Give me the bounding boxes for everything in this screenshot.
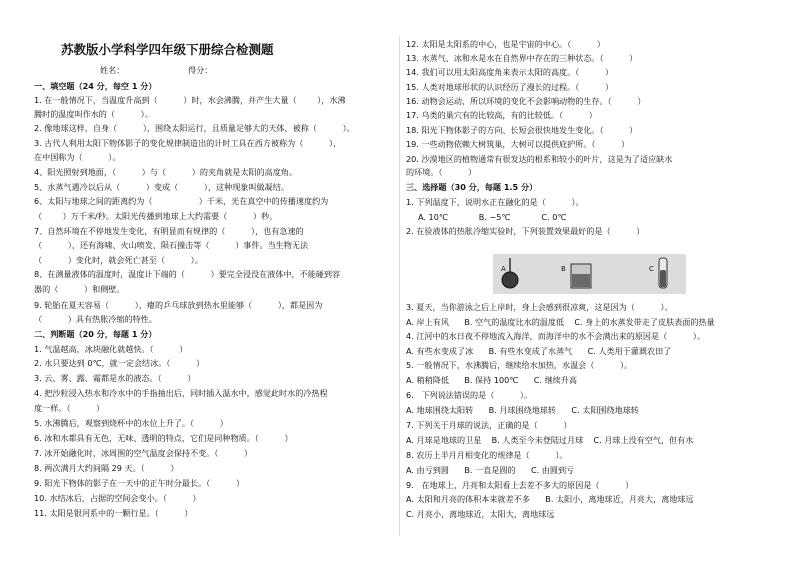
judge-question-line: 11. 太阳是银河系中的一颗行星。（ ）	[34, 508, 193, 518]
choice-options-line: C. 月亮小，离地球近，太阳大，离地球远	[406, 509, 555, 519]
judge-question-line: 20. 沙漠地区的植物通常有很发达的根系和较小的叶片，这是为了适应缺水	[406, 154, 673, 164]
fill-question-line: 6、太阳与地球之间的距离约为（ ）千米，光在真空中的传播速度约为	[34, 196, 329, 206]
judge-question-line: 14. 我们可以用太阳高度角来表示太阳的高度。（ ）	[406, 67, 614, 77]
judge-question-line: 19. 一些动物依赖大树筑巢，大树可以提供庇护所。（ ）	[406, 139, 630, 149]
judge-question-line: 9. 阳光下物体的影子在一天中的正午时分最长。（ ）	[34, 478, 245, 488]
name-label: 姓名：	[100, 65, 125, 75]
judge-question-line: 17. 乌类的巢穴有的比较高，有的比较低。（ ）	[406, 110, 597, 120]
judge-question-line: 5. 水沸腾后，观察到烧杯中的水位上升了。（ ）	[34, 418, 228, 428]
score-label: 得分：	[188, 65, 213, 75]
judge-question-line: 15. 人类对地球形状的认识经历了漫长的过程。（ ）	[406, 82, 614, 92]
choice-options-line: A. 10℃ B. −5℃ C. 0℃	[418, 212, 567, 222]
choice-options-line: A. 稍稍降低 B. 保持 100℃ C. 继续升高	[406, 375, 577, 385]
section-choice-title: 三、选择题（30 分，每题 1.5 分）	[406, 182, 538, 192]
fill-question-line: 5、水蒸气遇冷以后从（ ）变成（ ），这种现象叫做凝结。	[34, 182, 289, 192]
fill-question-line: 4、阳光照射到地面，（ ）与（ ）的夹角就是太阳的高度角。	[34, 167, 297, 177]
fill-question-line: 1. 在一般情况下，当温度升高到（ ）时，水会沸腾，并产生大量（ ），水沸	[34, 95, 346, 105]
judge-question-line: 度一样。（ ）	[34, 403, 105, 413]
fill-question-line: 在中国称为（ ）。	[34, 152, 121, 162]
fill-question-line: （ ），还有海啸、火山喷发、陨石撞击等（ ）事件。当生物无法	[34, 240, 309, 250]
section-judge-title: 二、判断题（20 分，每题 1 分）	[34, 329, 157, 339]
choice-question-line: 3. 夏天，当你游泳之后上岸时，身上会感到很凉爽，这是因为（ ）。	[406, 302, 673, 312]
choice-question-line: 9. 在地球上，月亮和太阳看上去差不多大的原因是（ ）	[406, 480, 634, 490]
choice-question-line: 2. 在验液体的热胀冷缩实验时，下列装置效果最好的是（ ）	[406, 226, 645, 236]
judge-question-line: 的环境。（ ）	[406, 167, 477, 177]
figure-label-b: B	[561, 265, 566, 273]
choice-question-line: 6. 下列说法错误的是（ ）。	[406, 390, 533, 400]
choice-options-line: A. 太阳和月亮的体积本来就差不多 B. 太阳小，离地球近，月亮大，离地球远	[406, 494, 694, 504]
figure-label-a: A	[501, 265, 506, 273]
choice-question-line: 4. 江河中的水日夜不停地流入海洋，而海洋中的水不会满出来的原因是（ ）。	[406, 331, 706, 341]
judge-question-line: 7. 冰开始融化时，冰周围的空气温度会保持不变。（ ）	[34, 448, 253, 458]
column-divider	[399, 36, 400, 536]
judge-question-line: 12. 太阳是太阳系的中心，也是宇宙的中心。（ ）	[406, 39, 605, 49]
fill-question-line: （ ）变化时，就会死亡甚至（ ）。	[34, 255, 203, 265]
judge-question-line: 6. 冰和水都具有无色，无味、透明的特点，它们是同种物质。（ ）	[34, 433, 293, 443]
choice-question-line: 5. 一般情况下，水沸腾后，继续给水加热，水温会（ ）。	[406, 360, 633, 370]
judge-question-line: 1. 气温越高，冰块融化就越快。（ ）	[34, 344, 188, 354]
judge-question-line: 2. 水只要达到 0℃，就一定会结冰。（ ）	[34, 358, 205, 368]
choice-options-line: A. 岸上有风 B. 空气的温度比水的温度低 C. 身上的水蒸发带走了皮肤表面的热量	[406, 317, 715, 327]
choice-question-line: 1. 下列温度下，说明水正在融化的是（ ）。	[406, 197, 584, 207]
fill-question-line: 7、自然环境在不停地发生变化，有明显而有规律的（ ），也有急速的	[34, 226, 304, 236]
fill-question-line: 2. 像地球这样，自身（ ），围绕太阳运行，且质量足够大的天体，被称（ ）。	[34, 123, 355, 133]
fill-question-line: 9. 轮胎在夏天容易（ ），瘪的乒乓球放到热水里能够（ ），都是因为	[34, 300, 323, 310]
choice-question-line: 7. 下列关于月球的说法，正确的是（ ）	[406, 420, 572, 430]
fill-question-line: 8、在测量液体的温度时，温度计下端的（ ）要完全浸没在液体中，不能碰到容	[34, 269, 341, 279]
fill-question-line: 腾时的温度叫作水的（ ）。	[34, 109, 153, 119]
choice-options-line: A. 地球围绕太阳转 B. 月球围绕地球转 C. 太阳围绕地球转	[406, 405, 639, 415]
choice-options-line: A. 有些水变成了冰 B. 有些水变成了水蒸气 C. 人类用于灌溉农田了	[406, 346, 672, 356]
judge-question-line: 4. 把沙粒浸入热水和冷水中的手指抽出后，同时插入温水中，感觉此时水的冷热程	[34, 388, 328, 398]
judge-question-line: 16. 动物会运动，所以环境的变化不会影响动物的生存。（ ）	[406, 96, 646, 106]
choice-question-line: 8. 农历上半月月相变化的规律是（ ）。	[406, 450, 568, 460]
fill-question-line: （ ）具有热胀冷缩的特性。	[34, 314, 157, 324]
judge-question-line: 3. 云、雾、露、霜都是水的液态。（ ）	[34, 373, 196, 383]
fill-question-line: （ ）万千米/秒。太阳光传播到地球上大约需要（ ）秒。	[34, 211, 278, 221]
figure-label-c: C	[649, 265, 654, 273]
judge-question-line: 8. 两次满月大约间隔 29 天。（ ）	[34, 463, 179, 473]
experiment-figure	[493, 254, 686, 294]
fill-question-line: 器的（ ）和侧壁。	[34, 284, 125, 294]
choice-options-line: A. 由亏到圆 B. 一直是圆的 C. 由圆到亏	[406, 465, 575, 475]
judge-question-line: 18. 阳光下物体影子的方向、长短会很快地发生变化。（ ）	[406, 125, 638, 135]
judge-question-line: 13. 水蒸气、冰和水是水在自然界中存在的三种状态。（ ）	[406, 53, 638, 63]
section-fill-in-title: 一、填空题（24 分，每空 1 分）	[34, 81, 157, 91]
fill-question-line: 3. 古代人利用太阳下物体影子的变化规律制造出的计时工具在西方被称为（ ），	[34, 138, 342, 148]
judge-question-line: 10. 水结冰后，占据的空间会变小。（ ）	[34, 493, 201, 503]
page-title: 苏教版小学科学四年级下册综合检测题	[61, 42, 274, 57]
choice-options-line: A. 月球是地球的卫星 B. 人类至今未登陆过月球 C. 月球上没有空气，但有水	[406, 435, 694, 445]
apparatus-illustration	[493, 254, 686, 294]
